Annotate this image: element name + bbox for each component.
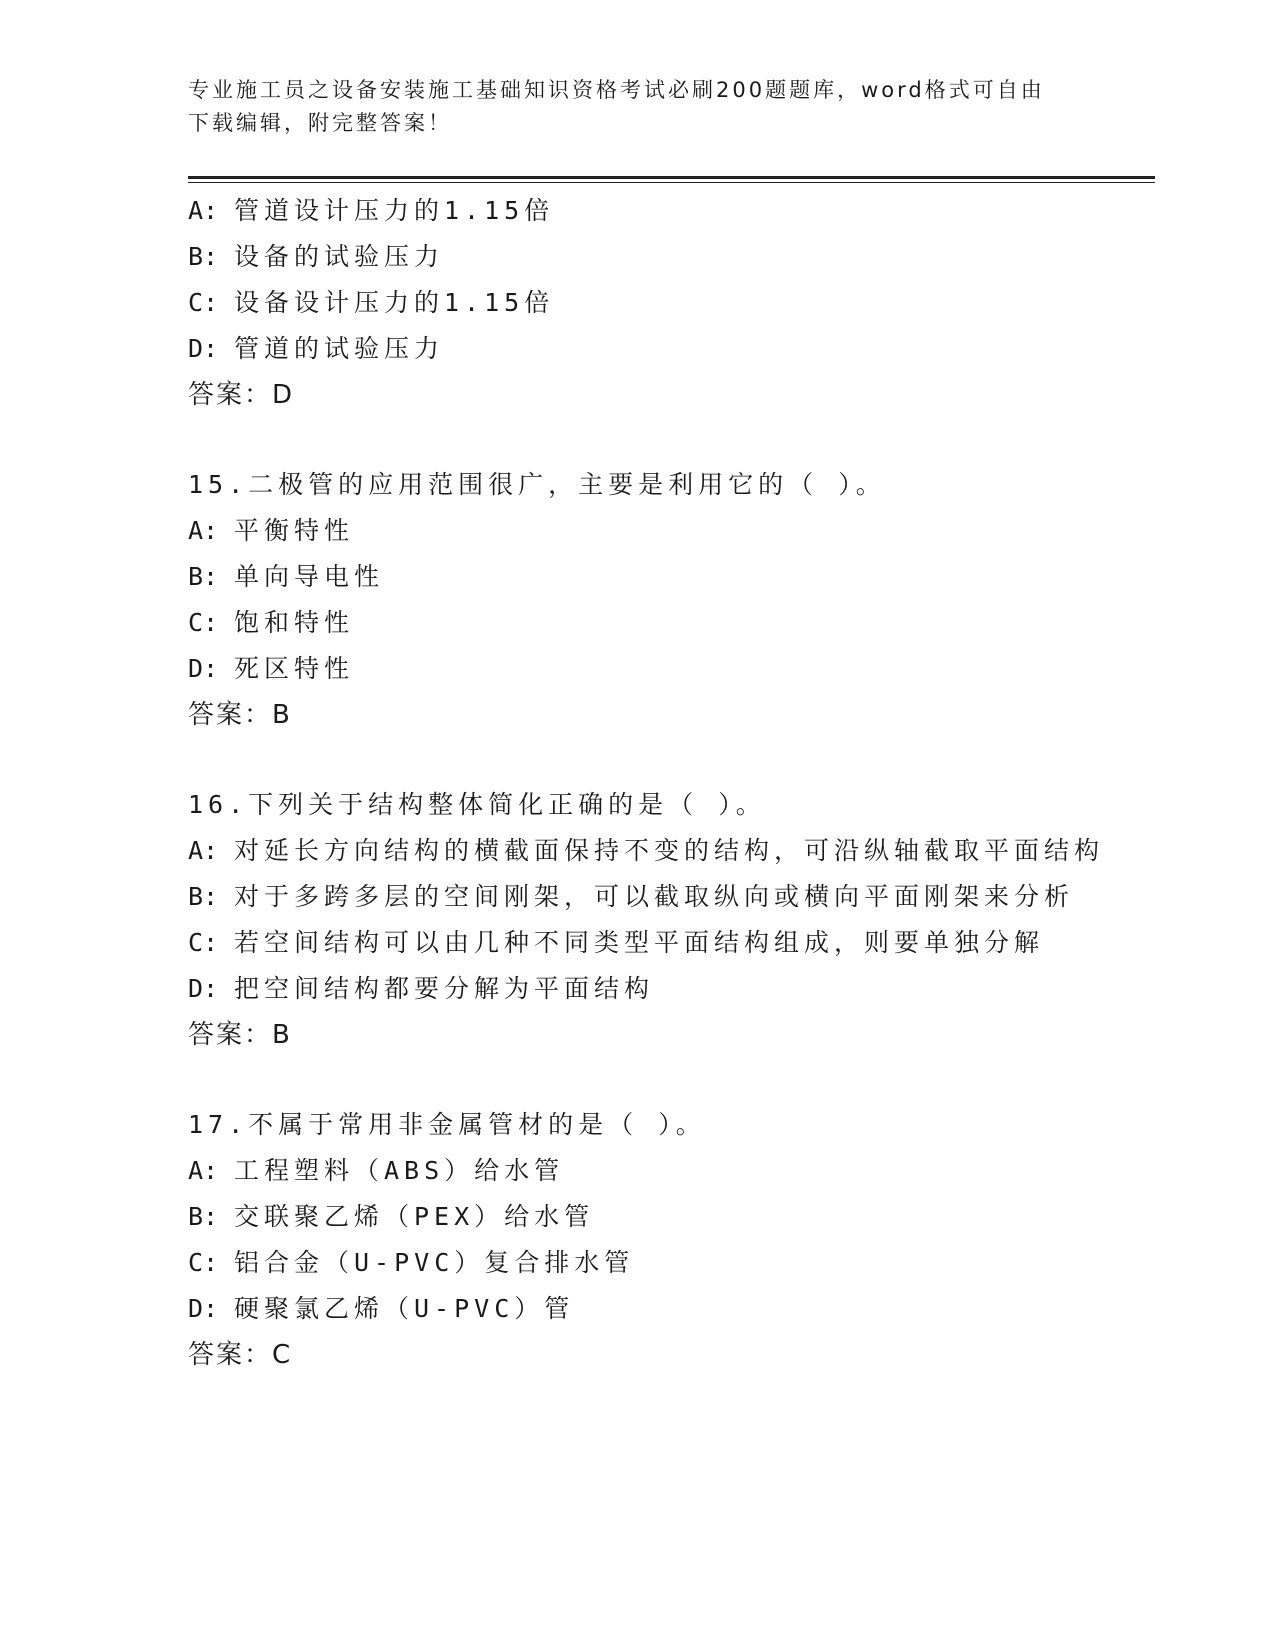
option-a: A: 平衡特性 [188,516,355,545]
question-block-prev [188,188,1148,418]
option-c: C: 铝合金（U-PVC）复合排水管 [188,1248,635,1277]
option-d: D: 把空间结构都要分解为平面结构 [188,974,655,1003]
question-block-16 [188,782,1148,1058]
option-a: A: 管道设计压力的1.15倍 [188,196,555,225]
option-c: C: 若空间结构可以由几种不同类型平面结构组成，则要单独分解 [188,928,1045,957]
header-line-1: 专业施工员之设备安装施工基础知识资格考试必刷200题题库，word格式可自由 [188,78,1045,102]
option-a: A: 工程塑料（ABS）给水管 [188,1156,565,1185]
answer-line: 答案：C [188,1340,293,1370]
option-d: D: 管道的试验压力 [188,334,445,363]
question-stem: 15.二极管的应用范围很广，主要是利用它的（ ）。 [188,470,886,499]
answer-line: 答案：B [188,700,292,730]
answer-line: 答案：D [188,380,295,410]
header-divider-thin [188,182,1155,183]
question-block-17 [188,1102,1148,1378]
question-stem: 17.不属于常用非金属管材的是（ ）。 [188,1110,706,1139]
option-a: A: 对延长方向结构的横截面保持不变的结构，可沿纵轴截取平面结构 [188,836,1105,865]
answer-line: 答案：B [188,1020,292,1050]
option-d: D: 硬聚氯乙烯（U-PVC）管 [188,1294,575,1323]
question-list [188,188,1148,1378]
question-block-15 [188,462,1148,738]
option-c: C: 饱和特性 [188,608,355,637]
option-b: B: 设备的试验压力 [188,242,445,271]
question-stem: 16.下列关于结构整体简化正确的是（ ）。 [188,790,766,819]
option-c: C: 设备设计压力的1.15倍 [188,288,555,317]
header-divider-thick [188,176,1155,179]
option-b: B: 交联聚乙烯（PEX）给水管 [188,1202,595,1231]
option-b: B: 对于多跨多层的空间刚架，可以截取纵向或横向平面刚架来分析 [188,882,1075,911]
option-b: B: 单向导电性 [188,562,385,591]
option-d: D: 死区特性 [188,654,355,683]
document-header [188,74,1088,140]
header-line-2: 下载编辑，附完整答案！ [188,111,452,135]
